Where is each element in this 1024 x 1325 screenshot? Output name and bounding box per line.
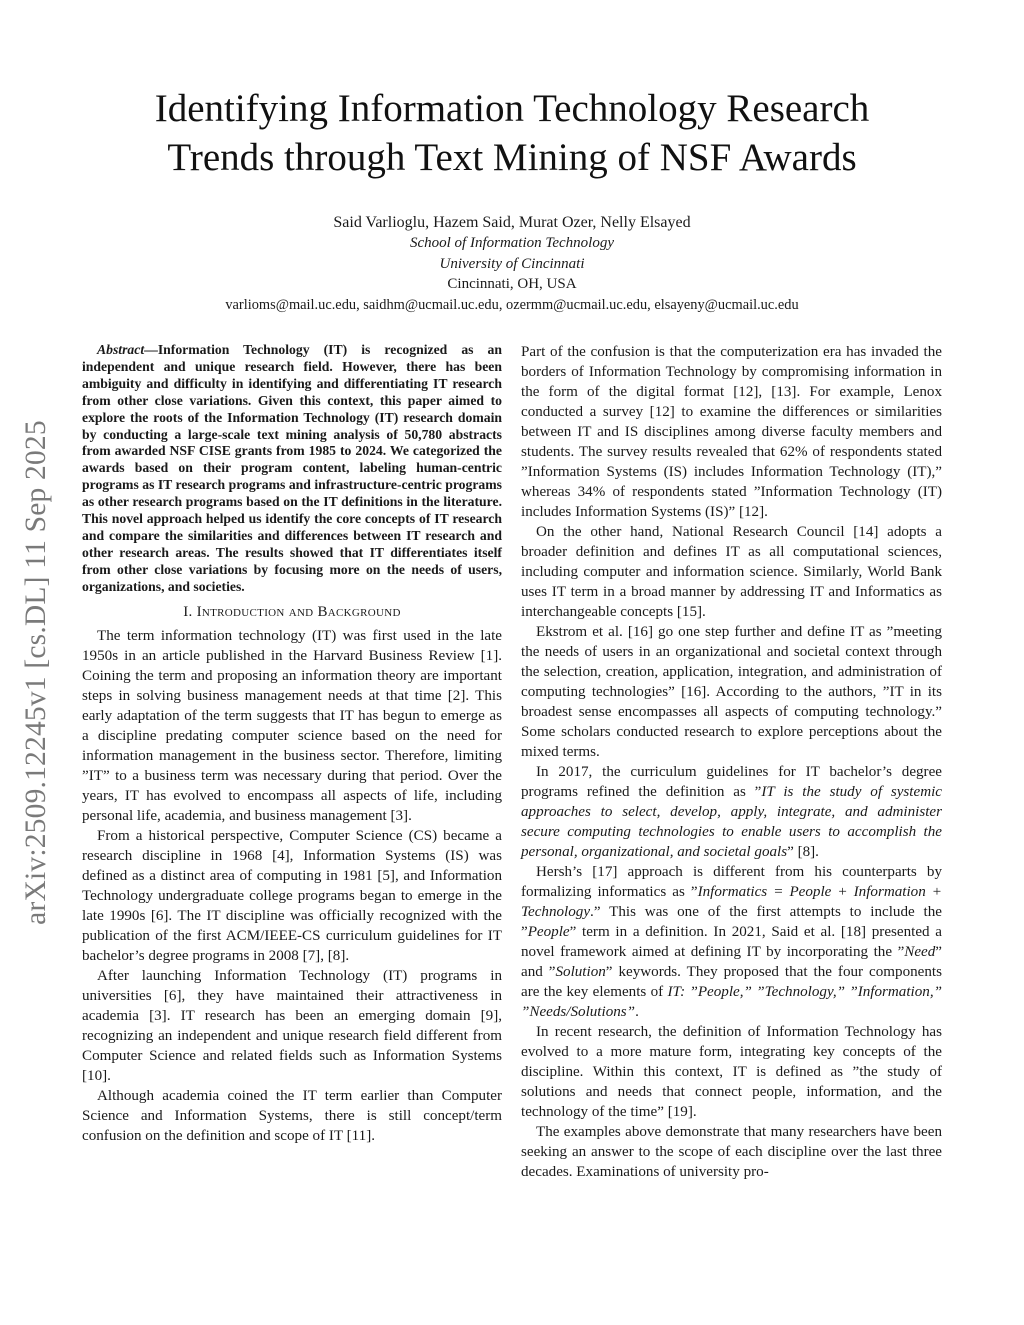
- author-list: Said Varlioglu, Hazem Said, Murat Ozer, Nelly Elsayed: [333, 214, 691, 231]
- right-column: [521, 342, 942, 1182]
- abstract-label: Abstract: [97, 342, 145, 357]
- affiliation-school: School of Information Technology: [409, 235, 615, 251]
- text-run: ” and ”: [521, 944, 942, 980]
- text-run: ” term in a definition. In 2021, Said et al. [18] presented a novel framework aimed at defining IT by incorporating the ”: [521, 924, 942, 960]
- section-heading-introduction: I. Introduction and Background: [183, 603, 401, 620]
- paragraph: In recent research, the definition of Information Technology has evolved to a more mature form, integrating key concepts of the discipline. Within this context, IT is defined as ”the study of solutions and needs that connect people, information, and the technology of the time” [19].: [521, 1024, 942, 1120]
- paragraph: The examples above demonstrate that many researchers have been seeking an answer to the scope of each discipline over the last three decades. Examinations of university pro-: [521, 1124, 942, 1180]
- italic-term-solution: Solution: [555, 964, 606, 980]
- text-run: .” This was one of the first attempts to include the ”: [521, 904, 942, 940]
- italic-key-elements: IT: ”People,” ”Technology,” ”Information,” ”Needs/Solutions”: [521, 984, 942, 1020]
- left-column: [82, 342, 502, 1146]
- paper-header: [80, 84, 944, 315]
- paragraph: From a historical perspective, Computer Science (CS) became a research discipline in 1968 [4], Information Systems (IS) was defined as a distinct area of computing in 1981 [5], and Information Technology undergraduate college programs began to emerge in the late 1990s [6]. The IT discipline was officially recognized with the publication of the first ACM/IEEE-CS curriculum guidelines for IT bachelor’s degree programs in 2008 [7], [8].: [82, 827, 502, 964]
- abstract: [82, 342, 502, 596]
- affiliation-university: University of Cincinnati: [439, 255, 585, 272]
- paragraph: Part of the confusion is that the computerization era has invaded the borders of Information Technology by compromising information in the form of the digital format [12], [13]. For example, Lenox conducted a survey [12] to examine the differences or similarities between IT and IS disciplines among diverse faculty members and students. The survey results revealed that 62% of respondents stated ”Information Systems (IS) includes Information Technology (IT),” whereas 34% of respondents stated ”Information Technology (IT) includes Information Systems (IS)” [12].: [521, 344, 942, 520]
- text-run: Hersh’s [17] approach is different from his counterparts by formalizing informatics as ”: [521, 864, 942, 900]
- text-run: ” [8].: [787, 844, 819, 860]
- paragraph: Ekstrom et al. [16] go one step further and define IT as ”meeting the needs of users in an organizational and societal context through the selection, creation, application, integration, and administration of computing technologies” [16]. According to the authors, ”IT in its broadest sense encompasses all aspects of computing technology.” Some scholars conducted research to explore perceptions about the mixed terms.: [521, 624, 942, 760]
- text-run: .: [635, 1004, 639, 1020]
- title-line-2: Trends through Text Mining of NSF Awards: [167, 136, 857, 179]
- paragraph: The term information technology (IT) was first used in the late 1950s in an article published in the Harvard Business Review [1]. Coining the term and proposing an information theory are important steps in solving business management needs at that time [2]. This early adaptation of the term suggests that IT has begun to emerge as a discipline predating computer science based on the need for information management in the business sector. Therefore, limiting ”IT” to a business term was necessary during that period. Over the years, IT has evolved to encompass all aspects of life, including personal life, academia, and business management [3].: [82, 627, 502, 824]
- paragraph: Although academia coined the IT term earlier than Computer Science and Information Systems, there is still concept/term confusion on the definition and scope of IT [11].: [82, 1087, 502, 1144]
- italic-term-need: Need: [904, 944, 936, 960]
- affiliation-location: Cincinnati, OH, USA: [447, 276, 577, 292]
- italic-definition: IT is the study of systemic approaches to select, develop, apply, integrate, and administer secure computing technologies to enable users to accomplish the personal, organizational, and societal goals: [521, 784, 942, 860]
- text-run: In 2017, the curriculum guidelines for IT bachelor’s degree programs refined the definition as ”: [521, 764, 942, 800]
- author-emails: varlioms@mail.uc.edu, saidhm@ucmail.uc.edu, ozermm@ucmail.uc.edu, elsayeny@ucmail.uc.edu: [225, 296, 799, 313]
- title-line-1: Identifying Information Technology Research: [154, 87, 870, 130]
- paragraph-hersh-informatics: [521, 862, 942, 1022]
- paper-title: [80, 84, 944, 182]
- arxiv-id-text: arXiv:2509.12245v1 [cs.DL] 11 Sep 2025: [19, 419, 52, 925]
- abstract-text: —Information Technology (IT) is recognized as an independent and unique research field. However, there has been ambiguity and difficulty in identifying and differentiating IT research from other close variations. Given this context, this paper aimed to explore the roots of the Information Technology (IT) research domain by conducting a large-scale text mining analysis of 50,780 abstracts from awarded NSF CISE grants from 1985 to 2024. We categorized the awards based on their program content, labeling human-centric programs as IT research programs and infrastructure-centric programs as other research programs based on the IT definitions in the literature. This novel approach helped us identify the core concepts of IT research and compare the similarities and differences between IT research and other research areas. The results showed that IT differentiates itself from other close variations by focusing more on the needs of users, organizations, and societies.: [82, 342, 502, 594]
- text-run: ” keywords. They proposed that the four components are the key elements of: [521, 964, 942, 1000]
- arxiv-identifier-stamp: [8, 372, 64, 972]
- paragraph-it-curriculum-definition: [521, 762, 942, 862]
- italic-formula: Informatics = People + Information + Technology: [521, 884, 942, 920]
- italic-term-people: People: [527, 924, 570, 940]
- paragraph: On the other hand, National Research Council [14] adopts a broader definition and defines IT as all computational sciences, including computer and information science. Similarly, World Bank uses IT term in a broad manner by addressing IT and Informatics as interchangeable concepts [15].: [521, 524, 942, 620]
- paragraph: After launching Information Technology (IT) programs in universities [6], they have maintained their attractiveness in academia [3]. IT research has been an emerging domain [9], recognizing an independent and unique research field different from Computer Science and related fields such as Information Systems [10].: [82, 967, 502, 1084]
